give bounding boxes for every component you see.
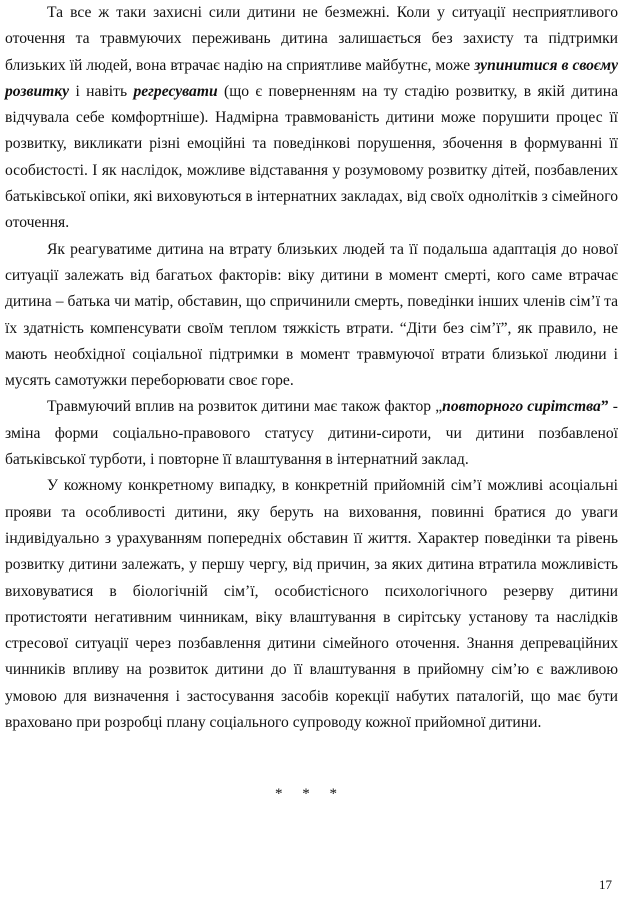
emphasis-repeated-orphanhood: повторного сирітства — [442, 398, 601, 416]
text-run: Та все ж таки захисні сили дитини не безмежні. Коли у ситуації несприятливого оточення та травмуючих переживань дитина залишається без захисту та підтримки близьких їй людей, вона втрачає надію на сприятливе майбутнє, може — [5, 4, 618, 74]
body-text — [5, 0, 618, 736]
closing-quote: ” — [600, 398, 609, 416]
text-run: (що є поверненням на ту стадію розвитку, в якій дитина відчувала себе комфортніше). Надмірна травмованість дитини може порушити процес її розвитку, викликати різні емоційні та поведінкові порушення, збочення в формуванні її особистості. І як наслідок, можливе відставання у розумовому розвитку дітей, позбавлених батьківської опіки, які виховуються в інтернатних закладах, від своїх однолітків з сімейного оточення. — [5, 82, 618, 232]
emphasis-regress: регресувати — [133, 82, 218, 100]
text-run: і навіть — [69, 82, 134, 100]
text-run: - зміна форми соціально-правового статусу дитини-сироти, чи дитини позбавленої батьківської турботи, і повторне її влаштування в інтернатний заклад. — [5, 398, 618, 469]
paragraph-4 — [5, 473, 618, 736]
text-run: У кожному конкретному випадку, в конкретній прийомній сім’ї можливі асоціальні прояви та особливості дитини, яку беруть на виховання, повинні братися до уваги індивідуально з урахуванням попередніх обставин її життя. Характер поведінки та рівень розвитку дитини залежать, у першу чергу, від причин, за яких дитина втратила можливість виховуватися в біологічній сім’ї, особистісного психологічного резерву дитини протистояти негативним чинникам, віку влаштування в сирітську установу та наслідків стресової ситуації через позбавлення дитини сімейного оточення. Знання депреваційних чинників впливу на розвиток дитини до її влаштування в прийомну сім’ю є важливою умовою для визначення і застосування засобів корекції набутих паталогій, що має бути враховано при розробці плану соціального супроводу кожної прийомної дитини. — [5, 477, 618, 732]
emphasis-stop-development: зупинитися в своєму розвитку — [5, 56, 618, 100]
paragraph-3 — [5, 394, 618, 473]
page-number: 17 — [599, 877, 612, 892]
section-separator: * * * — [275, 786, 345, 802]
text-run: Як реагуватиме дитина на втрату близьких людей та її подальша адаптація до нової ситуації залежать від багатьох факторів: віку дитини в момент смерті, кого саме втрачає дитина – батька чи матір, обставин, що спричинили смерть, поведінки інших членів сім’ї та їх здатність компенсувати своїм теплом тяжкість втрати. “Діти без сім’ї”, як правило, не мають необхідної соціальної підтримки в момент травмуючої втрати близької людини і мусять самотужки переборювати своє горе. — [5, 240, 618, 390]
text-run: Травмуючий вплив на розвиток дитини має також фактор „ — [47, 398, 443, 416]
paragraph-2 — [5, 237, 618, 395]
paragraph-1 — [5, 0, 618, 237]
